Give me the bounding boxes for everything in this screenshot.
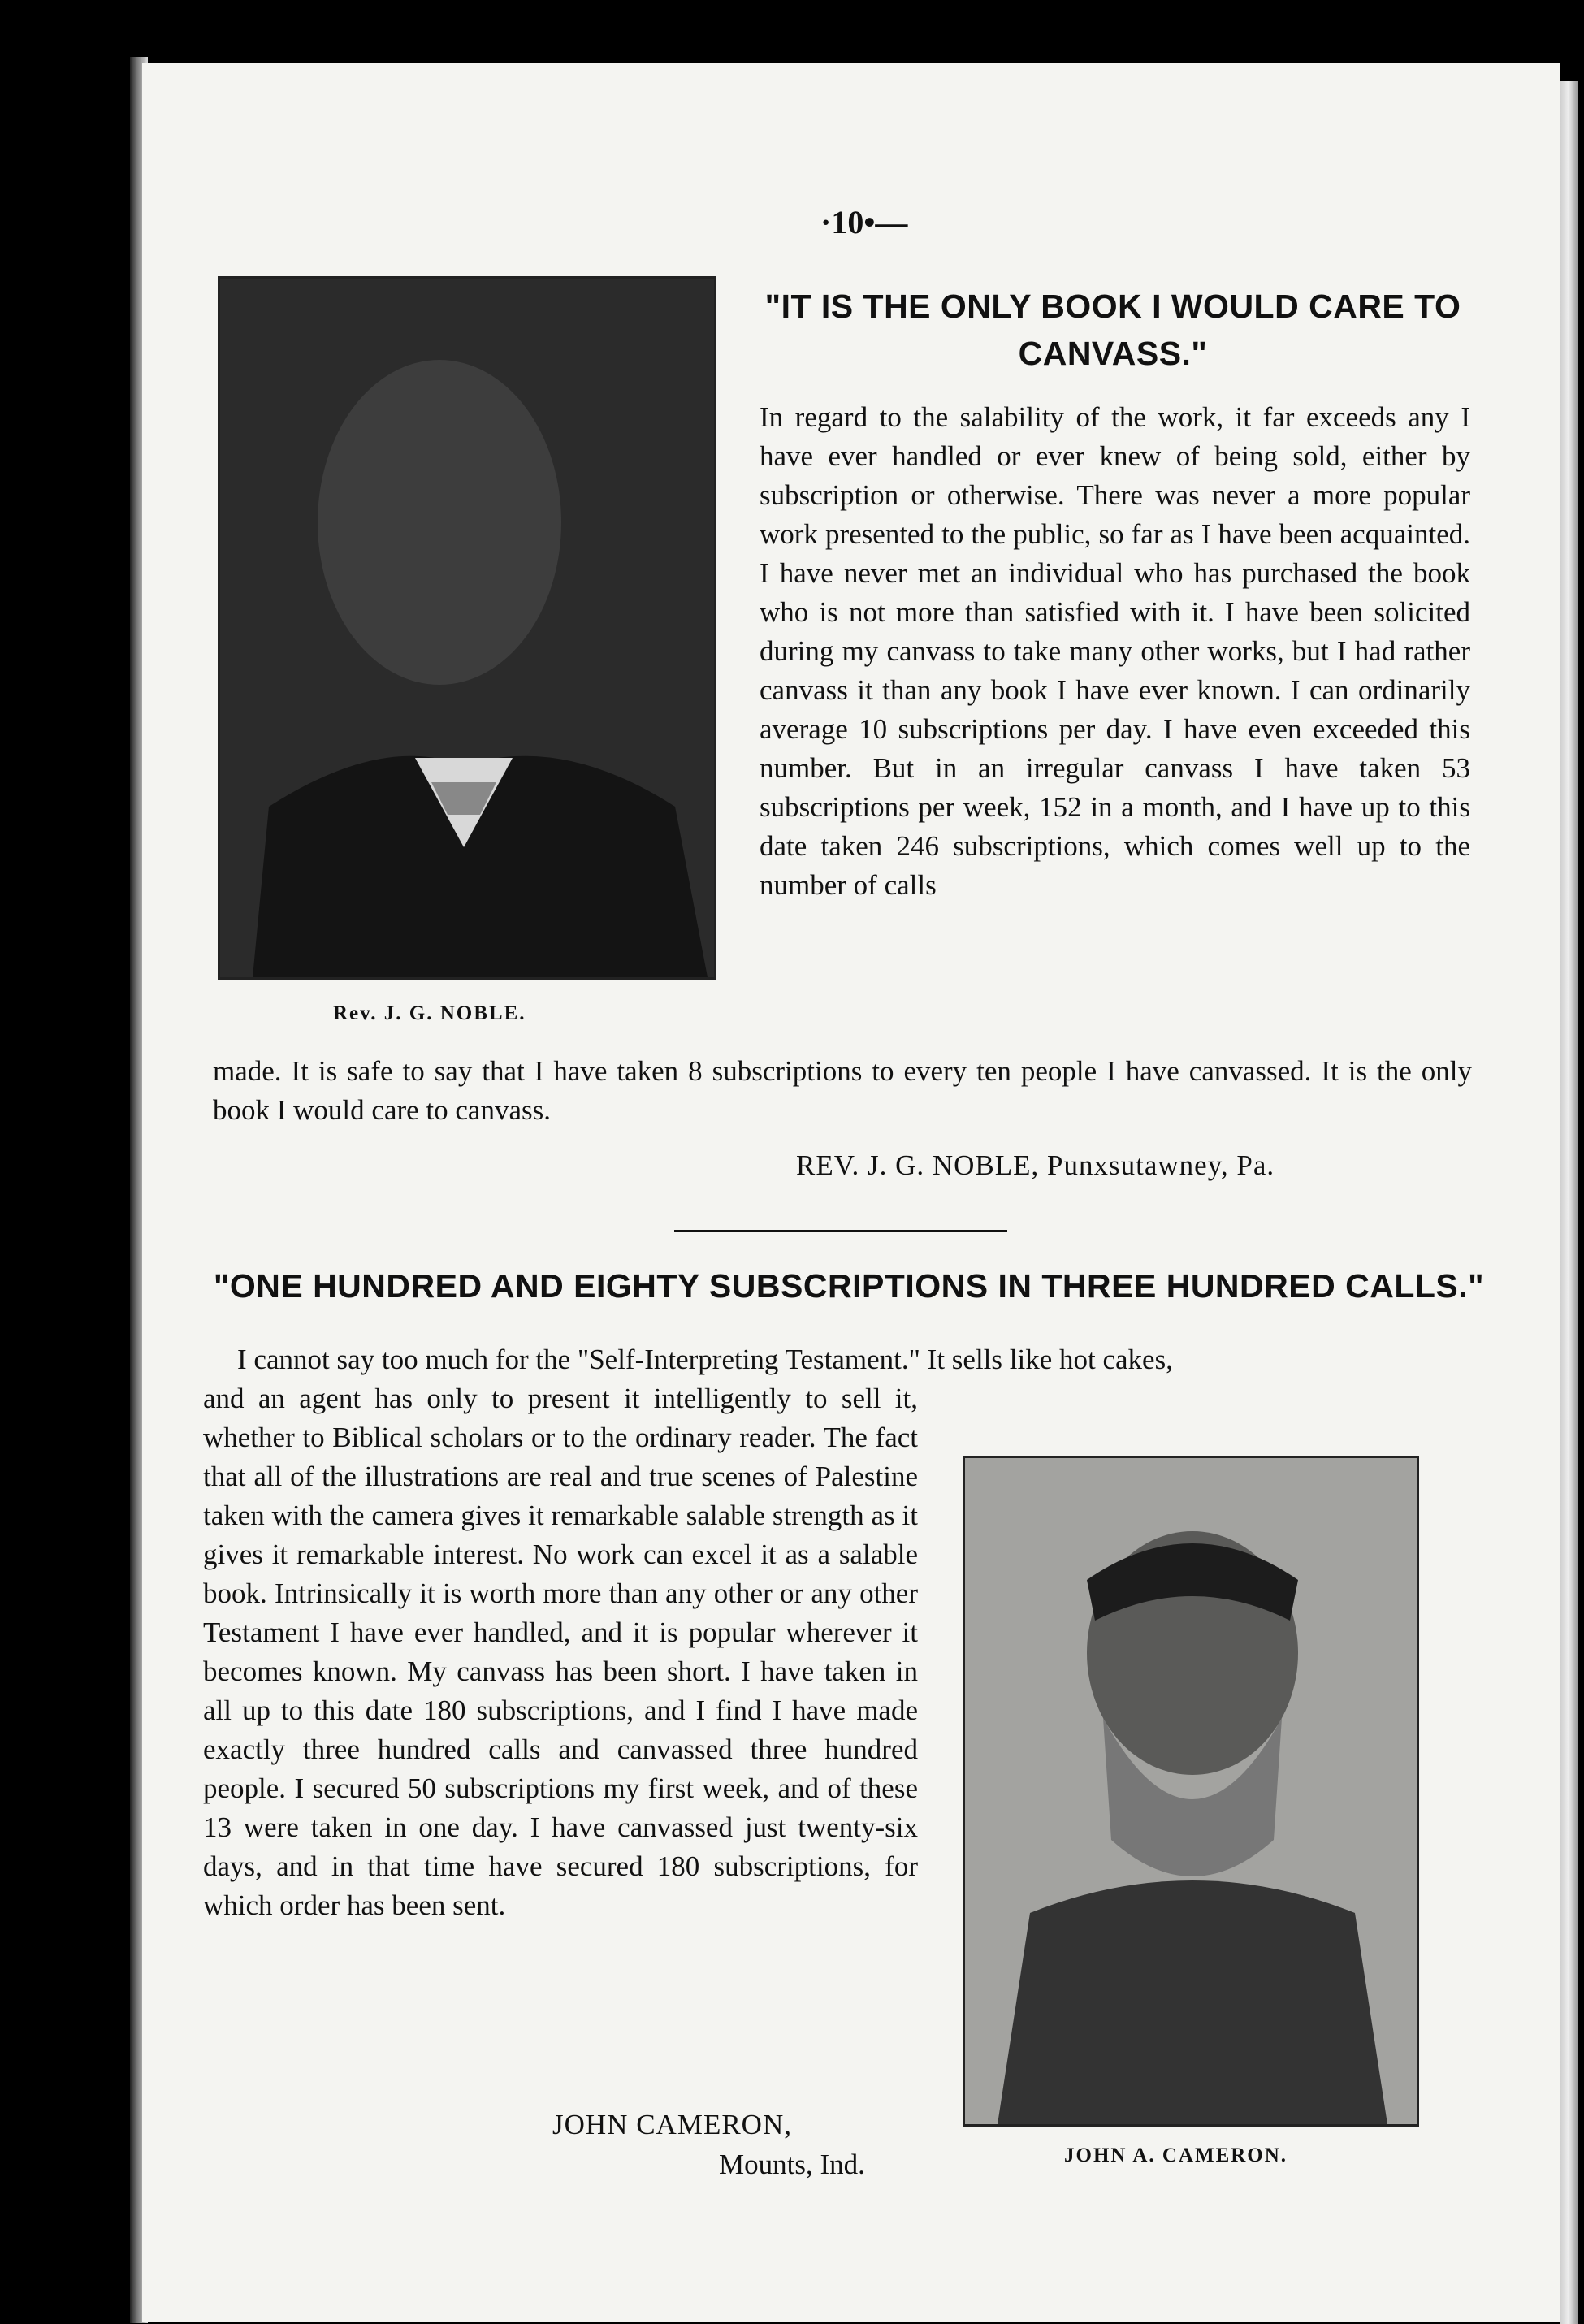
section1-heading: "IT IS THE ONLY BOOK I WOULD CARE TO CANVASS."	[764, 288, 1461, 372]
section2-heading: "ONE HUNDRED AND EIGHTY SUBSCRIPTIONS IN THREE HUNDRED CALLS."	[213, 1267, 1485, 1305]
cameron-portrait	[963, 1456, 1419, 2127]
noble-portrait	[218, 276, 716, 980]
portrait-icon	[220, 279, 714, 977]
section1-body-part2: made. It is safe to say that I have taken 8 subscriptions to every ten people I have canvassed. It is the only book I would care to canvass.	[213, 1055, 1472, 1126]
page-number: ·10•—	[820, 204, 908, 240]
section2-signature-place: Mounts, Ind.	[719, 2149, 865, 2180]
portrait-icon	[965, 1458, 1417, 2124]
section2-signature-name: JOHN CAMERON,	[552, 2109, 792, 2140]
section2-body: and an agent has only to present it intelligently to sell it, whether to Biblical scholars or to the ordinary reader. The fact that all of the illustrations are real and true scenes of Palestine taken with the camera gives it remarkable salable strength as it gives it remarkable interest. No work can excel it as a salable book. Intrinsically it is worth more than any other or any other Testament I have ever handled, and it is popular wherever it becomes known. My canvass has been short. I have taken in all up to this date 180 subscriptions, and I find I have made exactly three hundred calls and canvassed three hundred people. I secured 50 subscriptions my first week, and of these 13 were taken in one day. I have canvassed just twenty-six days, and in that time have secured 180 subscriptions, for which order has been sent.	[203, 1383, 918, 1921]
next-page-edge	[1560, 81, 1578, 2324]
section1-signature: REV. J. G. NOBLE, Punxsutawney, Pa.	[796, 1149, 1275, 1181]
cameron-caption: JOHN A. CAMERON.	[1064, 2144, 1288, 2166]
noble-caption: Rev. J. G. NOBLE.	[333, 1002, 526, 1024]
section1-body-part1: In regard to the salability of the work, it far exceeds any I have ever handled or ever knew of being sold, either by subscription or otherwise. There was never a more popular work presented to the public, so far as I have been acquainted. I have never met an individual who has purchased the book who is not more than satisfied with it. I have been solicited during my canvass to take many other works, but I had rather canvass it than any book I have ever known. I can ordinarily average 10 subscriptions per day. I have even exceeded this number. But in an irregular canvass I have taken 53 subscriptions per week, 152 in a month, and I have up to this date taken 246 subscriptions, which comes well up to the number of calls	[760, 401, 1470, 901]
section2-first-line: I cannot say too much for the "Self-Interpreting Testament." It sells like hot cakes,	[237, 1344, 1173, 1375]
section-divider	[674, 1230, 1007, 1232]
